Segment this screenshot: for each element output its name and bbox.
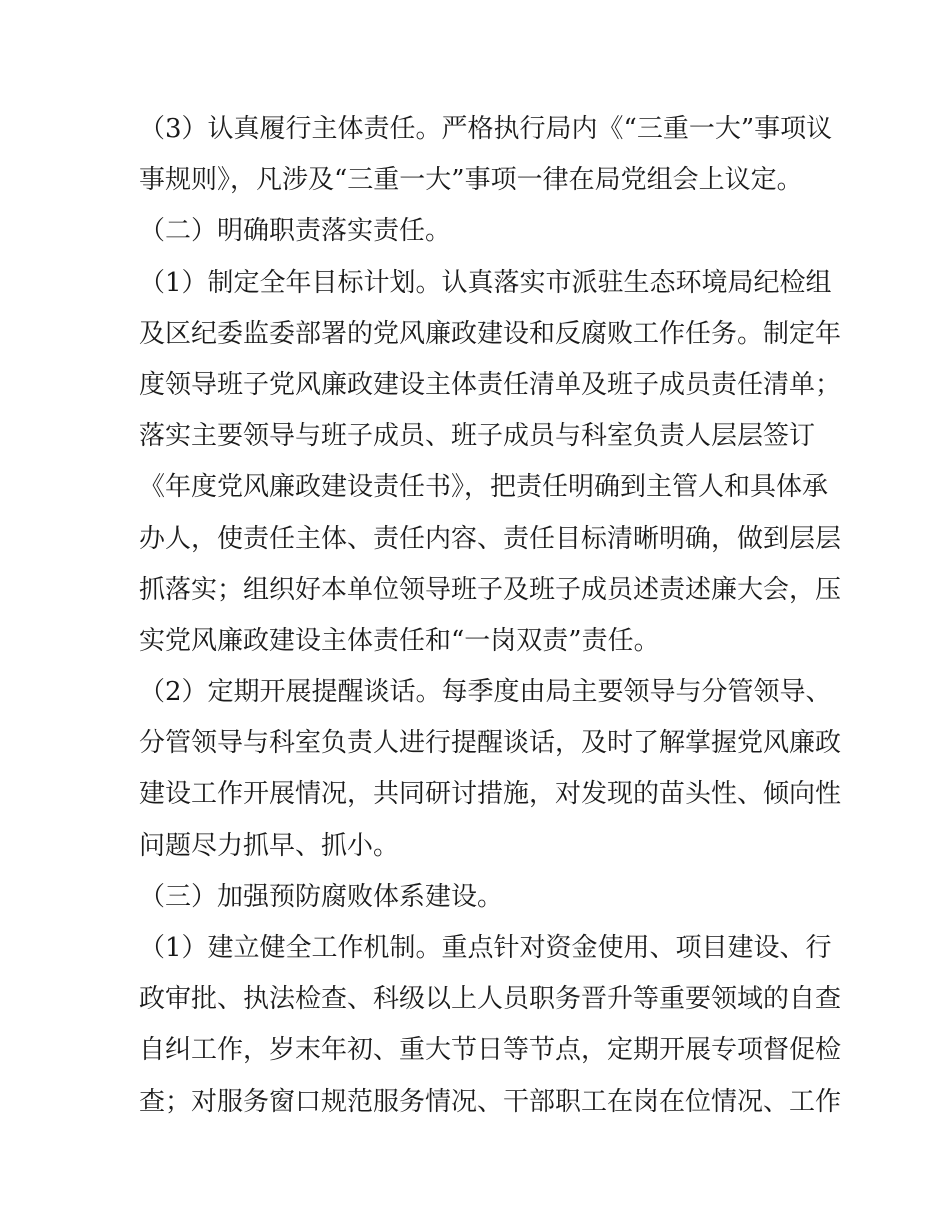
text-line-4: （1）制定全年目标计划。认真落实市派驻生态环境局纪检组 — [139, 267, 832, 298]
text-line-19: 自纠工作，岁末年初、重大节日等节点，定期开展专项督促检 — [139, 1035, 842, 1066]
text-line-13: 分管领导与科室负责人进行提醒谈话，及时了解掌握党风廉政 — [139, 728, 842, 759]
section-heading-2: （二）明确职责落实责任。 — [139, 216, 452, 247]
text-line-18: 政审批、执法检查、科级以上人员职务晋升等重要领域的自查 — [139, 984, 842, 1015]
text-line-6: 度领导班子党风廉政建设主体责任清单及班子成员责任清单； — [139, 369, 842, 400]
section-heading-3: （三）加强预防腐败体系建设。 — [139, 881, 504, 912]
text-line-2: 事规则》，凡涉及“三重一大”事项一律在局党组会上议定。 — [139, 165, 803, 196]
text-line-14: 建设工作开展情况，共同研讨措施，对发现的苗头性、倾向性 — [139, 779, 842, 810]
text-line-17: （1）建立健全工作机制。重点针对资金使用、项目建设、行 — [139, 933, 832, 963]
text-line-1: （3）认真履行主体责任。严格执行局内《“三重一大”事项议 — [139, 114, 833, 144]
text-line-7: 落实主要领导与班子成员、班子成员与科室负责人层层签订 — [139, 421, 816, 452]
text-line-11: 实党风廉政建设主体责任和“一岗双责”责任。 — [139, 625, 660, 656]
text-line-12: （2）定期开展提醒谈话。每季度由局主要领导与分管领导、 — [139, 677, 832, 708]
text-line-20: 查；对服务窗口规范服务情况、干部职工在岗在位情况、工作 — [139, 1086, 842, 1117]
document-body — [139, 104, 842, 1128]
text-line-8: 《年度党风廉政建设责任书》，把责任明确到主管人和具体承 — [139, 472, 829, 503]
text-line-10: 抓落实；组织好本单位领导班子及班子成员述责述廉大会，压 — [139, 574, 842, 605]
text-line-15: 问题尽力抓早、抓小。 — [139, 830, 400, 861]
text-line-9: 办人，使责任主体、责任内容、责任目标清晰明确，做到层层 — [139, 523, 842, 554]
text-line-5: 及区纪委监委部署的党风廉政建设和反腐败工作任务。制定年 — [139, 318, 842, 349]
